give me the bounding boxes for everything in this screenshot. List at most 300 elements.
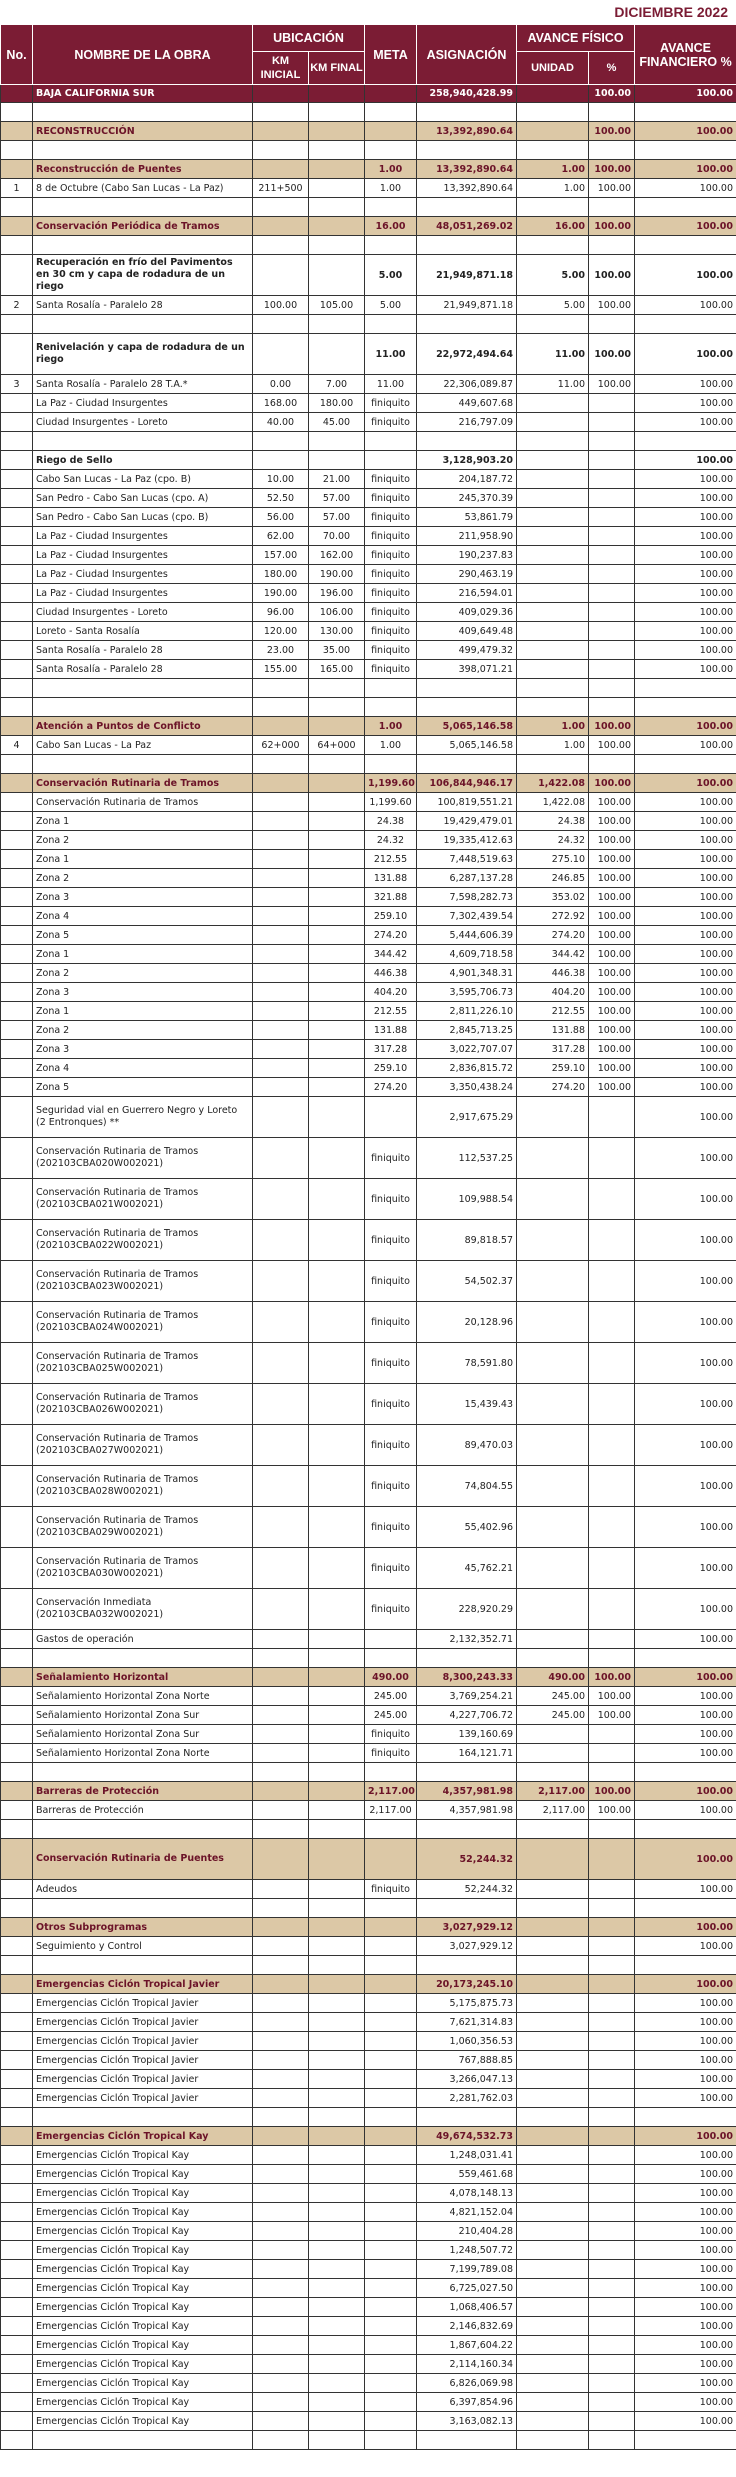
cell-km-final: 190.00	[309, 565, 365, 584]
cell-no	[1, 945, 33, 964]
table-row	[1, 2070, 736, 2089]
cell-no	[1, 1002, 33, 1021]
cell-unidad	[517, 122, 589, 141]
table-row	[1, 1343, 736, 1384]
cell-asignacion: 211,958.90	[417, 527, 517, 546]
blank-row	[1, 236, 736, 255]
blank-row	[1, 315, 736, 334]
cell-obra: Atención a Puntos de Conflicto	[33, 717, 253, 736]
cell-asignacion: 2,146,832.69	[417, 2317, 517, 2336]
cell-unidad	[517, 1956, 589, 1975]
cell-km-final	[309, 2032, 365, 2051]
cell-pct	[589, 1179, 635, 1220]
cell-pct	[589, 1302, 635, 1343]
header-km-inicial: KM INICIAL	[253, 52, 309, 85]
cell-km-final	[309, 2393, 365, 2412]
cell-asignacion: 21,949,871.18	[417, 296, 517, 315]
cell-km-final	[309, 2298, 365, 2317]
cell-km-inicial	[253, 2184, 309, 2203]
cell-obra: Emergencias Ciclón Tropical Javier	[33, 2070, 253, 2089]
cell-unidad	[517, 660, 589, 679]
cell-no	[1, 1179, 33, 1220]
table-row	[1, 983, 736, 1002]
cell-meta	[365, 2355, 417, 2374]
cell-obra: Loreto - Santa Rosalía	[33, 622, 253, 641]
cell-km-final	[309, 1763, 365, 1782]
blank-row	[1, 1649, 736, 1668]
cell-obra	[33, 236, 253, 255]
cell-pct	[589, 1918, 635, 1937]
cell-meta: 259.10	[365, 907, 417, 926]
cell-no	[1, 755, 33, 774]
cell-obra: Señalamiento Horizontal Zona Sur	[33, 1725, 253, 1744]
cell-km-final	[309, 1138, 365, 1179]
cell-meta: 2,117.00	[365, 1782, 417, 1801]
cell-asignacion: 7,598,282.73	[417, 888, 517, 907]
cell-obra: Conservación Rutinaria de Tramos (202103CBA023W002021)	[33, 1261, 253, 1302]
cell-km-inicial	[253, 2241, 309, 2260]
cell-meta: finiquito	[365, 1425, 417, 1466]
cell-avance-financiero: 100.00	[635, 2032, 736, 2051]
cell-km-inicial	[253, 2336, 309, 2355]
cell-pct	[589, 2032, 635, 2051]
cell-km-inicial: 40.00	[253, 413, 309, 432]
cell-km-final	[309, 1956, 365, 1975]
table-row	[1, 2374, 736, 2393]
cell-km-inicial	[253, 2051, 309, 2070]
cell-asignacion: 216,594.01	[417, 584, 517, 603]
cell-no	[1, 2070, 33, 2089]
cell-km-final	[309, 1302, 365, 1343]
cell-pct: 100.00	[589, 736, 635, 755]
cell-obra: Conservación Rutinaria de Tramos (202103CBA021W002021)	[33, 1179, 253, 1220]
cell-unidad: 212.55	[517, 1002, 589, 1021]
cell-avance-financiero: 100.00	[635, 2260, 736, 2279]
cell-asignacion: 22,306,089.87	[417, 375, 517, 394]
cell-no	[1, 641, 33, 660]
cell-unidad: 11.00	[517, 375, 589, 394]
cell-obra: Seguimiento y Control	[33, 1937, 253, 1956]
cell-avance-financiero: 100.00	[635, 451, 736, 470]
cell-meta: finiquito	[365, 1880, 417, 1899]
cell-meta: finiquito	[365, 1466, 417, 1507]
cell-no	[1, 1839, 33, 1880]
cell-pct	[589, 584, 635, 603]
cell-obra: Santa Rosalía - Paralelo 28	[33, 641, 253, 660]
cell-avance-financiero: 100.00	[635, 1261, 736, 1302]
table-row	[1, 2317, 736, 2336]
table-row	[1, 1021, 736, 1040]
cell-meta	[365, 432, 417, 451]
cell-avance-financiero: 100.00	[635, 641, 736, 660]
section-row	[1, 451, 736, 470]
section-row	[1, 1839, 736, 1880]
cell-no	[1, 584, 33, 603]
table-row	[1, 1507, 736, 1548]
cell-obra: Ciudad Insurgentes - Loreto	[33, 603, 253, 622]
cell-km-inicial	[253, 2070, 309, 2089]
cell-km-inicial: 157.00	[253, 546, 309, 565]
cell-unidad	[517, 2108, 589, 2127]
cell-avance-financiero: 100.00	[635, 1078, 736, 1097]
cell-pct: 100.00	[589, 926, 635, 945]
cell-unidad	[517, 315, 589, 334]
cell-unidad: 1.00	[517, 160, 589, 179]
cell-km-final	[309, 217, 365, 236]
cell-no: 1	[1, 179, 33, 198]
cell-unidad	[517, 2146, 589, 2165]
table-row	[1, 2013, 736, 2032]
cell-unidad	[517, 432, 589, 451]
cell-km-inicial	[253, 869, 309, 888]
cell-pct: 100.00	[589, 793, 635, 812]
cell-km-inicial	[253, 1261, 309, 1302]
blank-row	[1, 141, 736, 160]
cell-pct	[589, 2013, 635, 2032]
cell-asignacion: 4,609,718.58	[417, 945, 517, 964]
cell-km-final	[309, 831, 365, 850]
cell-no	[1, 2013, 33, 2032]
cell-pct	[589, 2051, 635, 2070]
cell-meta	[365, 755, 417, 774]
cell-meta: 212.55	[365, 850, 417, 869]
cell-km-final	[309, 236, 365, 255]
cell-asignacion: 5,065,146.58	[417, 717, 517, 736]
table-row	[1, 622, 736, 641]
cell-avance-financiero: 100.00	[635, 584, 736, 603]
cell-obra: La Paz - Ciudad Insurgentes	[33, 584, 253, 603]
cell-no	[1, 546, 33, 565]
table-row	[1, 831, 736, 850]
cell-unidad: 2,117.00	[517, 1782, 589, 1801]
cell-obra: Zona 2	[33, 869, 253, 888]
table-header	[1, 25, 736, 85]
cell-avance-financiero: 100.00	[635, 660, 736, 679]
cell-avance-financiero	[635, 236, 736, 255]
cell-meta	[365, 2393, 417, 2412]
cell-meta: 446.38	[365, 964, 417, 983]
cell-pct	[589, 141, 635, 160]
cell-avance-financiero	[635, 679, 736, 698]
cell-pct	[589, 698, 635, 717]
cell-unidad	[517, 1138, 589, 1179]
cell-no	[1, 451, 33, 470]
table-row	[1, 1384, 736, 1425]
cell-no	[1, 812, 33, 831]
cell-pct	[589, 1763, 635, 1782]
cell-meta	[365, 2203, 417, 2222]
cell-km-final	[309, 2260, 365, 2279]
cell-meta	[365, 2412, 417, 2431]
cell-km-inicial	[253, 2203, 309, 2222]
cell-avance-financiero	[635, 1899, 736, 1918]
cell-km-inicial	[253, 141, 309, 160]
table-row	[1, 470, 736, 489]
table-row	[1, 1059, 736, 1078]
cell-obra: Emergencias Ciclón Tropical Kay	[33, 2127, 253, 2146]
header-ubicacion: UBICACIÓN	[253, 25, 365, 52]
cell-km-final	[309, 945, 365, 964]
cell-km-final	[309, 964, 365, 983]
cell-km-inicial	[253, 1994, 309, 2013]
cell-pct	[589, 546, 635, 565]
cell-unidad	[517, 2241, 589, 2260]
cell-unidad	[517, 103, 589, 122]
cell-avance-financiero: 100.00	[635, 489, 736, 508]
cell-avance-financiero: 100.00	[635, 470, 736, 489]
cell-km-inicial	[253, 2222, 309, 2241]
cell-no	[1, 1261, 33, 1302]
cell-unidad: 353.02	[517, 888, 589, 907]
cell-asignacion: 48,051,269.02	[417, 217, 517, 236]
table-row	[1, 2089, 736, 2108]
cell-meta: 259.10	[365, 1059, 417, 1078]
cell-no	[1, 1937, 33, 1956]
table-body	[1, 85, 736, 2450]
cell-asignacion: 3,350,438.24	[417, 1078, 517, 1097]
cell-unidad	[517, 470, 589, 489]
cell-km-inicial	[253, 1880, 309, 1899]
cell-no	[1, 1040, 33, 1059]
cell-unidad	[517, 1937, 589, 1956]
cell-obra: Emergencias Ciclón Tropical Kay	[33, 2241, 253, 2260]
cell-km-inicial: 10.00	[253, 470, 309, 489]
cell-asignacion: 1,248,507.72	[417, 2241, 517, 2260]
cell-pct	[589, 470, 635, 489]
cell-km-inicial: 52.50	[253, 489, 309, 508]
cell-km-final	[309, 2412, 365, 2431]
cell-asignacion	[417, 141, 517, 160]
cell-pct	[589, 1384, 635, 1425]
cell-no	[1, 1343, 33, 1384]
table-row	[1, 546, 736, 565]
cell-obra: Señalamiento Horizontal	[33, 1668, 253, 1687]
cell-meta: finiquito	[365, 1302, 417, 1343]
cell-obra: Santa Rosalía - Paralelo 28	[33, 296, 253, 315]
cell-asignacion: 2,132,352.71	[417, 1630, 517, 1649]
cell-obra: Conservación Rutinaria de Tramos (202103CBA030W002021)	[33, 1548, 253, 1589]
cell-pct	[589, 2374, 635, 2393]
cell-pct	[589, 527, 635, 546]
cell-asignacion: 45,762.21	[417, 1548, 517, 1589]
cell-meta: 245.00	[365, 1687, 417, 1706]
cell-unidad	[517, 1975, 589, 1994]
cell-obra: La Paz - Ciudad Insurgentes	[33, 394, 253, 413]
blank-row	[1, 198, 736, 217]
blank-row	[1, 1763, 736, 1782]
cell-obra: Conservación Rutinaria de Puentes	[33, 1839, 253, 1880]
cell-asignacion: 2,836,815.72	[417, 1059, 517, 1078]
cell-asignacion: 3,163,082.13	[417, 2412, 517, 2431]
cell-asignacion	[417, 2108, 517, 2127]
cell-avance-financiero: 100.00	[635, 945, 736, 964]
cell-no	[1, 603, 33, 622]
table-row	[1, 527, 736, 546]
cell-km-final	[309, 1744, 365, 1763]
cell-asignacion: 210,404.28	[417, 2222, 517, 2241]
table-row	[1, 413, 736, 432]
cell-obra: Emergencias Ciclón Tropical Kay	[33, 2146, 253, 2165]
cell-asignacion	[417, 755, 517, 774]
cell-meta	[365, 122, 417, 141]
cell-km-final	[309, 698, 365, 717]
cell-unidad: 1,422.08	[517, 774, 589, 793]
cell-asignacion: 204,187.72	[417, 470, 517, 489]
cell-asignacion	[417, 432, 517, 451]
cell-km-inicial	[253, 217, 309, 236]
blank-row	[1, 2108, 736, 2127]
cell-meta	[365, 1975, 417, 1994]
cell-meta: 245.00	[365, 1706, 417, 1725]
cell-km-final	[309, 2431, 365, 2450]
cell-avance-financiero: 100.00	[635, 1507, 736, 1548]
cell-meta: finiquito	[365, 508, 417, 527]
cell-obra: Santa Rosalía - Paralelo 28	[33, 660, 253, 679]
cell-no	[1, 1956, 33, 1975]
cell-avance-financiero: 100.00	[635, 1937, 736, 1956]
cell-unidad: 245.00	[517, 1706, 589, 1725]
cell-no	[1, 85, 33, 103]
cell-unidad	[517, 2184, 589, 2203]
cell-avance-financiero: 100.00	[635, 1725, 736, 1744]
cell-meta	[365, 1839, 417, 1880]
cell-km-inicial	[253, 945, 309, 964]
header-obra: NOMBRE DE LA OBRA	[33, 25, 253, 85]
cell-pct	[589, 198, 635, 217]
cell-avance-financiero: 100.00	[635, 375, 736, 394]
section-row	[1, 334, 736, 375]
cell-meta: 24.38	[365, 812, 417, 831]
cell-unidad: 404.20	[517, 983, 589, 1002]
cell-km-inicial: 96.00	[253, 603, 309, 622]
cell-obra: Señalamiento Horizontal Zona Sur	[33, 1706, 253, 1725]
cell-km-final	[309, 198, 365, 217]
cell-unidad	[517, 1820, 589, 1839]
cell-km-final	[309, 1801, 365, 1820]
cell-km-inicial	[253, 2298, 309, 2317]
cell-avance-financiero: 100.00	[635, 1589, 736, 1630]
cell-km-final: 57.00	[309, 508, 365, 527]
cell-km-inicial	[253, 1839, 309, 1880]
table-row	[1, 1994, 736, 2013]
cell-avance-financiero: 100.00	[635, 2089, 736, 2108]
cell-meta: 490.00	[365, 1668, 417, 1687]
cell-km-inicial	[253, 888, 309, 907]
cell-no	[1, 103, 33, 122]
cell-km-final	[309, 1668, 365, 1687]
cell-obra: San Pedro - Cabo San Lucas (cpo. A)	[33, 489, 253, 508]
cell-km-inicial	[253, 160, 309, 179]
table-row	[1, 1261, 736, 1302]
table-row	[1, 603, 736, 622]
section-row	[1, 717, 736, 736]
cell-pct	[589, 2393, 635, 2412]
cell-km-final: 7.00	[309, 375, 365, 394]
cell-km-final	[309, 1097, 365, 1138]
cell-km-final	[309, 1782, 365, 1801]
cell-pct	[589, 2146, 635, 2165]
cell-km-final	[309, 1589, 365, 1630]
cell-asignacion: 74,804.55	[417, 1466, 517, 1507]
cell-unidad	[517, 1425, 589, 1466]
cell-no	[1, 1820, 33, 1839]
cell-avance-financiero: 100.00	[635, 717, 736, 736]
cell-km-final	[309, 1384, 365, 1425]
cell-meta: finiquito	[365, 1220, 417, 1261]
cell-avance-financiero: 100.00	[635, 1097, 736, 1138]
cell-avance-financiero	[635, 2108, 736, 2127]
cell-meta: finiquito	[365, 1548, 417, 1589]
cell-km-inicial	[253, 1179, 309, 1220]
cell-pct	[589, 2336, 635, 2355]
cell-avance-financiero: 100.00	[635, 1302, 736, 1343]
section-row	[1, 1782, 736, 1801]
cell-meta: 5.00	[365, 296, 417, 315]
cell-obra: Emergencias Ciclón Tropical Kay	[33, 2317, 253, 2336]
cell-no	[1, 470, 33, 489]
cell-avance-financiero: 100.00	[635, 2317, 736, 2336]
cell-km-final	[309, 1975, 365, 1994]
cell-no	[1, 2032, 33, 2051]
cell-no	[1, 717, 33, 736]
cell-no	[1, 2298, 33, 2317]
cell-km-inicial	[253, 774, 309, 793]
cell-pct: 100.00	[589, 296, 635, 315]
cell-unidad	[517, 755, 589, 774]
cell-km-final	[309, 1839, 365, 1880]
cell-no	[1, 679, 33, 698]
cell-km-final	[309, 1630, 365, 1649]
cell-km-inicial: 100.00	[253, 296, 309, 315]
cell-pct: 100.00	[589, 1078, 635, 1097]
cell-unidad	[517, 2203, 589, 2222]
cell-avance-financiero: 100.00	[635, 622, 736, 641]
cell-pct	[589, 236, 635, 255]
cell-km-inicial	[253, 1668, 309, 1687]
cell-asignacion	[417, 698, 517, 717]
cell-km-final	[309, 1261, 365, 1302]
cell-avance-financiero: 100.00	[635, 1179, 736, 1220]
cell-unidad: 5.00	[517, 296, 589, 315]
cell-obra: Zona 5	[33, 926, 253, 945]
cell-pct	[589, 622, 635, 641]
cell-unidad	[517, 2089, 589, 2108]
cell-obra: Cabo San Lucas - La Paz (cpo. B)	[33, 470, 253, 489]
cell-avance-financiero: 100.00	[635, 2184, 736, 2203]
cell-no	[1, 236, 33, 255]
table-row	[1, 394, 736, 413]
cell-no	[1, 1725, 33, 1744]
cell-avance-financiero: 100.00	[635, 413, 736, 432]
cell-unidad	[517, 1343, 589, 1384]
table-row	[1, 1937, 736, 1956]
cell-km-final	[309, 755, 365, 774]
report-month: DICIEMBRE 2022	[614, 4, 728, 20]
cell-km-inicial	[253, 198, 309, 217]
cell-meta: 274.20	[365, 1078, 417, 1097]
cell-no	[1, 698, 33, 717]
cell-asignacion: 112,537.25	[417, 1138, 517, 1179]
cell-obra	[33, 1763, 253, 1782]
cell-asignacion: 398,071.21	[417, 660, 517, 679]
cell-no	[1, 1097, 33, 1138]
cell-unidad	[517, 1097, 589, 1138]
cell-meta	[365, 315, 417, 334]
cell-unidad	[517, 2051, 589, 2070]
cell-km-final	[309, 907, 365, 926]
cell-avance-financiero: 100.00	[635, 1466, 736, 1507]
cell-obra: Emergencias Ciclón Tropical Javier	[33, 1975, 253, 1994]
